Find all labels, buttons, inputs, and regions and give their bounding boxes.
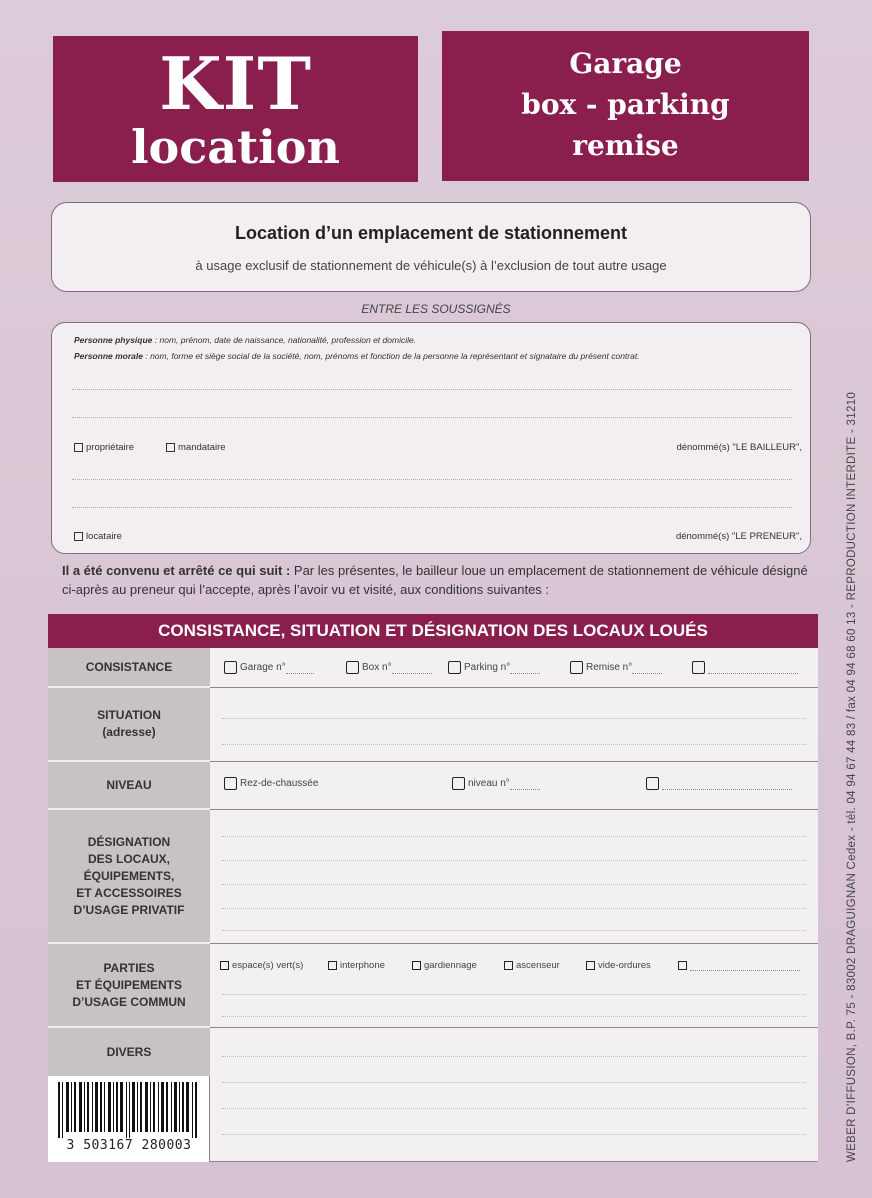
premises-table-heading: CONSISTANCE, SITUATION ET DÉSIGNATION DES LOCAUX LOUÉS (48, 614, 818, 648)
kit-location-banner (53, 36, 418, 182)
elevator-option[interactable]: ascenseur (504, 960, 560, 971)
designation-label: DÉSIGNATION DES LOCAUX, ÉQUIPEMENTS, ET ACCESSOIRES D’USAGE PRIVATIF (48, 810, 210, 944)
location-title: location (131, 120, 340, 174)
intercom-checkbox-icon (328, 961, 337, 970)
other-level-checkbox-icon (646, 777, 659, 790)
box-option[interactable]: Box n° (346, 661, 432, 674)
between-parties-heading: ENTRE LES SOUSSIGNÉS (361, 302, 511, 316)
designation-cell[interactable] (210, 810, 818, 944)
premises-table (48, 614, 818, 1162)
agent-checkbox[interactable]: mandataire (166, 442, 226, 453)
situation-cell[interactable] (210, 688, 818, 762)
garage-checkbox-icon (224, 661, 237, 674)
common-parts-label: PARTIES ET ÉQUIPEMENTS D’USAGE COMMUN (48, 944, 210, 1028)
tenant-line-1[interactable] (72, 479, 792, 480)
contract-subtitle: à usage exclusif de stationnement de véhicule(s) à l’exclusion de tout autre usage (195, 258, 667, 273)
legal-person-note: Personne morale : nom, forme et siège social de la société, nom, prénoms et fonction de la personne la représentant et signataire du présent contrat. (74, 351, 640, 361)
parking-option[interactable]: Parking n° (448, 661, 540, 674)
garbage-chute-checkbox-icon (586, 961, 595, 970)
level-checkbox-icon (452, 777, 465, 790)
caretaker-option[interactable]: gardiennage (412, 960, 477, 971)
owner-checkbox[interactable]: propriétaire (74, 442, 134, 453)
other-checkbox-icon (692, 661, 705, 674)
type-remise: remise (572, 129, 679, 162)
situation-label: SITUATION (adresse) (48, 688, 210, 762)
tenant-line-2[interactable] (72, 507, 792, 508)
barcode (48, 1076, 210, 1162)
box-checkbox-icon (346, 661, 359, 674)
lessor-line-1[interactable] (72, 389, 792, 390)
consistance-cell (210, 648, 818, 688)
elevator-checkbox-icon (504, 961, 513, 970)
kit-title: KIT (159, 41, 312, 126)
publisher-side-text: WEBER D’IFFUSION, B.P. 75 - 83002 DRAGUIGNAN Cedex - tél. 04 94 67 44 83 / fax 04 94 68 60 13 - REPRODUCTION INTERDITE - 31210 (846, 391, 858, 1162)
preneur-label: dénommé(s) "LE PRENEUR", (675, 531, 802, 542)
type-banner (442, 31, 809, 181)
niveau-label: NIVEAU (48, 762, 210, 810)
lessor-line-2[interactable] (72, 417, 792, 418)
green-space-checkbox-icon (220, 961, 229, 970)
parking-checkbox-icon (448, 661, 461, 674)
other-level-option[interactable] (646, 777, 792, 790)
intercom-option[interactable]: interphone (328, 960, 385, 971)
consistance-label: CONSISTANCE (48, 648, 210, 688)
divers-cell[interactable] (210, 1028, 818, 1162)
remise-option[interactable]: Remise n° (570, 661, 662, 674)
contract-title-box (51, 202, 811, 292)
level-option[interactable]: niveau n° (452, 777, 540, 790)
divers-label: DIVERS (48, 1028, 210, 1076)
common-parts-cell (210, 944, 818, 1028)
caretaker-checkbox-icon (412, 961, 421, 970)
niveau-cell (210, 762, 818, 810)
type-garage: Garage (569, 47, 682, 80)
barcode-icon (58, 1082, 200, 1138)
green-space-option[interactable]: espace(s) vert(s) (220, 960, 303, 971)
barcode-number: 3 503167 280003 (66, 1138, 192, 1153)
tenant-checkbox[interactable]: locataire (74, 531, 122, 542)
other-consistance-option[interactable] (692, 661, 798, 674)
type-box-parking: box - parking (521, 88, 730, 121)
remise-checkbox-icon (570, 661, 583, 674)
garage-option[interactable]: Garage n° (224, 661, 314, 674)
contract-title: Location d’un emplacement de stationnement (234, 223, 628, 243)
agreement-paragraph: Il a été convenu et arrêté ce qui suit : Par les présentes, le bailleur loue un emplacement de stationnement de véhicule désigné ci-après au preneur qui l’accepte, après l’avoir vu et visité, aux conditions suivantes : (62, 563, 808, 597)
parties-box (51, 322, 811, 554)
ground-floor-checkbox-icon (224, 777, 237, 790)
bailleur-label: dénommé(s) "LE BAILLEUR", (676, 442, 802, 453)
garbage-chute-option[interactable]: vide-ordures (586, 960, 651, 971)
physical-person-note: Personne physique : nom, prénom, date de naissance, nationalité, profession et domicile. (74, 335, 417, 345)
other-common-option[interactable] (678, 960, 800, 971)
ground-floor-option[interactable]: Rez-de-chaussée (224, 777, 318, 790)
other-common-checkbox-icon (678, 961, 687, 970)
